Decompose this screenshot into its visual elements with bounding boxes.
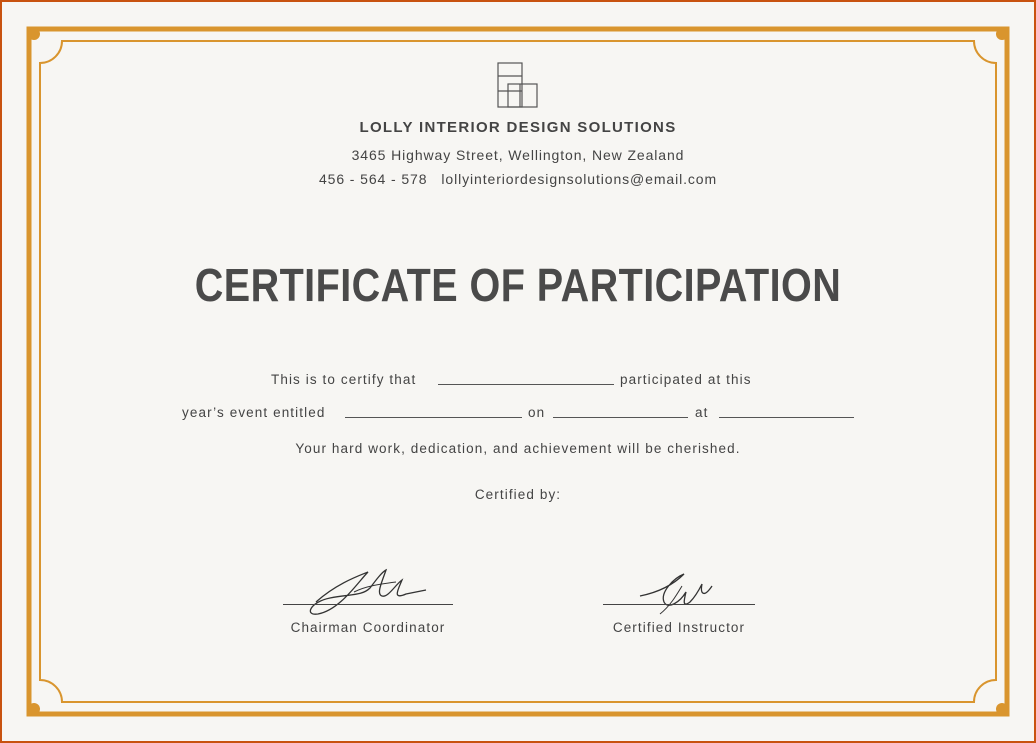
company-address: 3465 Highway Street, Wellington, New Zealand	[351, 147, 685, 163]
chairman-signature-line	[283, 604, 453, 605]
event-entitled-text: year’s event entitled	[182, 405, 326, 420]
stacked-squares-logo-icon	[496, 62, 540, 110]
certify-text: This is to certify that	[271, 372, 417, 387]
instructor-signature-line	[603, 604, 755, 605]
certified-by-label: Certified by:	[474, 487, 562, 502]
company-name: LOLLY INTERIOR DESIGN SOLUTIONS	[359, 119, 677, 136]
chairman-signature	[296, 562, 436, 618]
event-date-blank[interactable]	[553, 417, 688, 418]
participated-text: participated at this	[620, 372, 752, 387]
event-name-blank[interactable]	[345, 417, 522, 418]
chairman-coordinator-label: Chairman Coordinator	[290, 620, 446, 635]
on-text: on	[528, 405, 546, 420]
event-location-blank[interactable]	[719, 417, 854, 418]
cherished-text: Your hard work, dedication, and achievement will be cherished.	[295, 441, 741, 456]
certified-instructor-label: Certified Instructor	[612, 620, 746, 635]
instructor-signature	[630, 566, 730, 618]
company-contact	[0, 171, 1036, 187]
company-phone: 456 - 564 - 578	[318, 171, 428, 187]
company-email: lollyinteriordesignsolutions@email.com	[441, 171, 718, 187]
certificate-title: CERTIFICATE OF PARTICIPATION	[194, 259, 842, 311]
participant-name-blank[interactable]	[438, 384, 614, 385]
at-text: at	[695, 405, 709, 420]
